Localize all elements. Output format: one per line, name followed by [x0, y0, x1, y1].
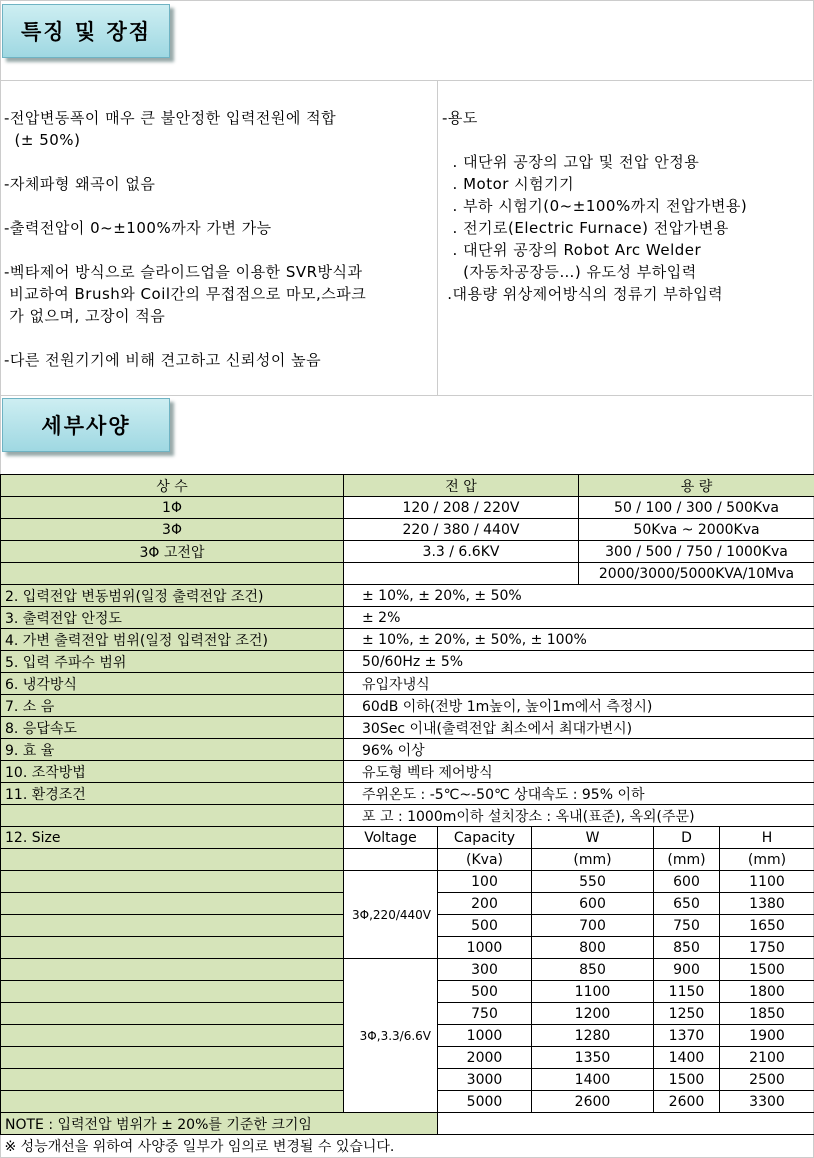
usage-line: . 대단위 공장의 고압 및 전압 안정용 [442, 153, 700, 171]
spec-section-title: 세부사양 [2, 398, 170, 452]
table-header-row [1, 475, 814, 497]
spec-value: 포 고 : 1000m이하 설치장소 : 옥내(표준), 옥외(주문) [344, 805, 814, 827]
header-phase: 상 수 [1, 475, 344, 497]
size-cell: 1100 [532, 981, 654, 1003]
capacity-cell: 2000/3000/5000KVA/10Mva [579, 563, 814, 585]
spec-label: 10. 조작방법 [1, 761, 344, 783]
header-voltage: 전 압 [344, 475, 579, 497]
spec-label: 9. 효 율 [1, 739, 344, 761]
feature-line: -출력전압이 0~±100%까자 가변 가능 [4, 219, 272, 237]
spec-value: 50/60Hz ± 5% [344, 651, 814, 673]
size-cell: 3300 [720, 1091, 814, 1113]
spec-row [1, 805, 814, 827]
usage-line: -용도 [442, 109, 478, 127]
size-header-row [1, 827, 814, 849]
size-cell: 2100 [720, 1047, 814, 1069]
size-cell: 600 [532, 893, 654, 915]
size-cell: 1370 [654, 1025, 720, 1047]
features-panel [0, 80, 812, 396]
size-cell: 800 [532, 937, 654, 959]
size-header-w: W [532, 827, 654, 849]
voltage-cell: 220 / 380 / 440V [344, 519, 579, 541]
spec-label: 11. 환경조건 [1, 783, 344, 805]
spec-value: ± 2% [344, 607, 814, 629]
size-header-voltage: Voltage [344, 827, 438, 849]
capacity-cell: 50Kva ~ 2000Kva [579, 519, 814, 541]
feature-line: -벡타제어 방식으로 슬라이드업을 이용한 SVR방식과 [4, 263, 363, 281]
size-cell: 1000 [438, 1025, 532, 1047]
size-voltage: 3Φ,220/440V [344, 871, 438, 959]
table-row [1, 519, 814, 541]
size-cell: 500 [438, 981, 532, 1003]
size-cell: 1280 [532, 1025, 654, 1047]
size-cell: 850 [654, 937, 720, 959]
table-row [1, 497, 814, 519]
feature-line: -다른 전원기기에 비해 견고하고 신뢰성이 높음 [4, 351, 322, 369]
size-cell: 100 [438, 871, 532, 893]
spec-row [1, 695, 814, 717]
spec-row [1, 761, 814, 783]
spec-row [1, 783, 814, 805]
phase-cell: 3Φ 고전압 [1, 541, 344, 563]
size-row [1, 959, 814, 981]
feature-line: -자체파형 왜곡이 없음 [4, 175, 156, 193]
size-blank [1, 849, 344, 871]
spec-value: 유도형 벡타 제어방식 [344, 761, 814, 783]
spec-value: ± 10%, ± 20%, ± 50% [344, 585, 814, 607]
size-cell: 1000 [438, 937, 532, 959]
unit-cell: (Kva) [438, 849, 532, 871]
size-cell: 1250 [654, 1003, 720, 1025]
usage-line: .대용량 위상제어방식의 정류기 부하입력 [442, 285, 724, 303]
table-row [1, 541, 814, 563]
unit-cell: (mm) [720, 849, 814, 871]
size-cell: 2600 [532, 1091, 654, 1113]
size-cell: 1100 [720, 871, 814, 893]
size-cell: 200 [438, 893, 532, 915]
size-cell: 5000 [438, 1091, 532, 1113]
spec-row [1, 607, 814, 629]
phase-cell [1, 563, 344, 585]
size-voltage: 3Φ,3.3/6.6V [344, 959, 438, 1113]
footnote: ※ 성능개선을 위하여 사양중 일부가 임의로 변경될 수 있습니다. [4, 1138, 395, 1155]
capacity-cell: 50 / 100 / 300 / 500Kva [579, 497, 814, 519]
size-cell: 600 [654, 871, 720, 893]
spec-row [1, 651, 814, 673]
spec-value: 60dB 이하(전방 1m높이, 높이1m에서 측정시) [344, 695, 814, 717]
usage-line: . 대단위 공장의 Robot Arc Welder [442, 241, 702, 259]
unit-cell: (mm) [654, 849, 720, 871]
size-cell: 1850 [720, 1003, 814, 1025]
size-cell: 1350 [532, 1047, 654, 1069]
spec-value: 96% 이상 [344, 739, 814, 761]
phase-cell: 1Φ [1, 497, 344, 519]
phase-cell: 3Φ [1, 519, 344, 541]
table-row [1, 563, 814, 585]
size-cell: 750 [654, 915, 720, 937]
note-blank [438, 1113, 814, 1135]
features-section-title: 특징 및 장점 [2, 4, 170, 58]
size-cell: 2500 [720, 1069, 814, 1091]
spec-label: 8. 응답속도 [1, 717, 344, 739]
size-cell: 1900 [720, 1025, 814, 1047]
size-header-d: D [654, 827, 720, 849]
voltage-cell: 3.3 / 6.6KV [344, 541, 579, 563]
size-cell: 1500 [720, 959, 814, 981]
spec-label: 4. 가변 출력전압 범위(일정 입력전압 조건) [1, 629, 344, 651]
size-cell: 2600 [654, 1091, 720, 1113]
spec-label: 5. 입력 주파수 범위 [1, 651, 344, 673]
spec-value: 주위온도 : -5℃~-50℃ 상대속도 : 95% 이하 [344, 783, 814, 805]
size-cell: 2000 [438, 1047, 532, 1069]
spec-row [1, 629, 814, 651]
spec-label: 3. 출력전압 안정도 [1, 607, 344, 629]
feature-line: 가 없으며, 고장이 적음 [4, 307, 166, 325]
capacity-cell: 300 / 500 / 750 / 1000Kva [579, 541, 814, 563]
spec-table [0, 474, 814, 1156]
size-label: 12. Size [1, 827, 344, 849]
size-cell: 1200 [532, 1003, 654, 1025]
size-cell: 1150 [654, 981, 720, 1003]
size-cell: 650 [654, 893, 720, 915]
size-cell: 700 [532, 915, 654, 937]
size-cell: 1800 [720, 981, 814, 1003]
usage-line: . 부하 시험기(0~±100%까지 전압가변용) [442, 197, 748, 215]
spec-row [1, 717, 814, 739]
feature-line: -전압변동폭이 매우 큰 불안정한 입력전원에 적합 [4, 109, 337, 127]
size-cell: 750 [438, 1003, 532, 1025]
size-cell: 1400 [654, 1047, 720, 1069]
size-header-capacity: Capacity [438, 827, 532, 849]
spec-label: 6. 냉각방식 [1, 673, 344, 695]
usage-line: (자동차공장등…) 유도성 부하입력 [442, 263, 697, 281]
usage-line: . Motor 시험기기 [442, 175, 575, 193]
size-cell: 500 [438, 915, 532, 937]
voltage-cell: 120 / 208 / 220V [344, 497, 579, 519]
size-cell: 1500 [654, 1069, 720, 1091]
size-cell: 1380 [720, 893, 814, 915]
usage-line: . 전기로(Electric Furnace) 전압가변용 [442, 219, 729, 237]
size-note: NOTE : 입력전압 범위가 ± 20%를 기준한 크기임 [1, 1113, 438, 1135]
voltage-cell [344, 563, 579, 585]
size-cell: 1650 [720, 915, 814, 937]
size-cell: 550 [532, 871, 654, 893]
size-header-h: H [720, 827, 814, 849]
unit-cell: (mm) [532, 849, 654, 871]
size-cell: 3000 [438, 1069, 532, 1091]
feature-line: 비교하여 Brush와 Coil간의 무접점으로 마모,스파크 [4, 285, 367, 303]
feature-line: (± 50%) [4, 131, 81, 149]
size-cell: 850 [532, 959, 654, 981]
spec-label: 7. 소 음 [1, 695, 344, 717]
spec-row [1, 739, 814, 761]
footnote-row [1, 1135, 814, 1157]
spec-row [1, 585, 814, 607]
size-units-row [1, 849, 814, 871]
spec-label: 2. 입력전압 변동범위(일정 출력전압 조건) [1, 585, 344, 607]
size-cell: 1400 [532, 1069, 654, 1091]
features-divider [437, 81, 438, 395]
size-blank [344, 849, 438, 871]
size-cell: 300 [438, 959, 532, 981]
size-cell: 900 [654, 959, 720, 981]
size-cell: 1750 [720, 937, 814, 959]
spec-label [1, 805, 344, 827]
spec-value: 유입자냉식 [344, 673, 814, 695]
header-capacity: 용 량 [579, 475, 814, 497]
spec-value: 30Sec 이내(출력전압 최소에서 최대가변시) [344, 717, 814, 739]
spec-value: ± 10%, ± 20%, ± 50%, ± 100% [344, 629, 814, 651]
note-row [1, 1113, 814, 1135]
size-row [1, 871, 814, 893]
spec-row [1, 673, 814, 695]
